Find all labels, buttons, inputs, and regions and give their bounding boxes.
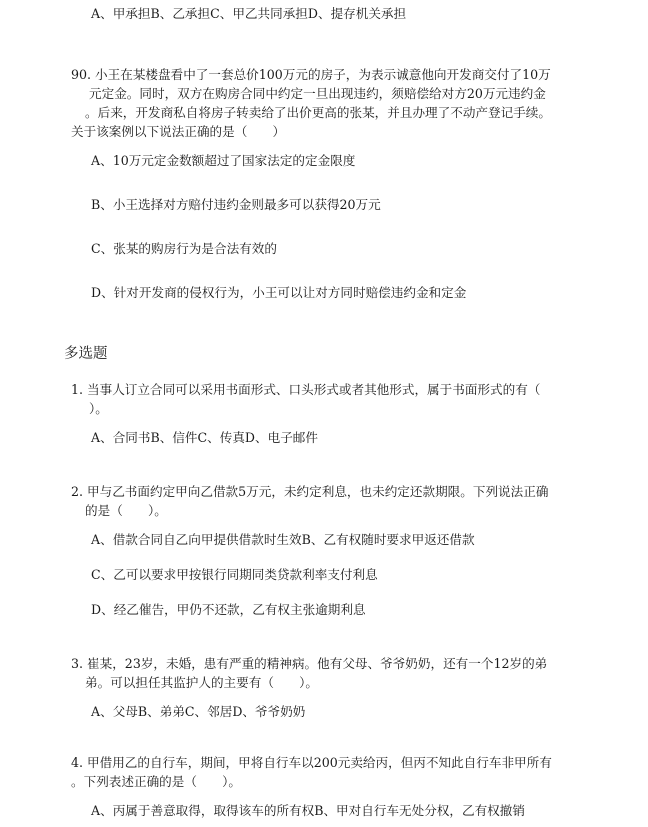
- question-90-stem-line-1: 90. 小王在某楼盘看中了一套总价100万元的房子，为表示诚意他向开发商交付了10万: [71, 67, 551, 82]
- question-90-option-a: A、10万元定金数额超过了国家法定的定金限度: [91, 153, 356, 168]
- question-90-option-d: D、针对开发商的侵权行为，小王可以让对方同时赔偿违约金和定金: [91, 285, 467, 300]
- multi-question-4-stem-line-1: 4. 甲借用乙的自行车，期间，甲将自行车以200元卖给丙，但丙不知此自行车非甲所有: [71, 755, 552, 770]
- multi-question-3-options: A、父母B、弟弟C、邻居D、爷爷奶奶: [91, 704, 306, 719]
- multi-question-1-stem-line-1: 1. 当事人订立合同可以采用书面形式、口头形式或者其他形式，属于书面形式的有（: [71, 382, 541, 397]
- multi-question-4-stem-line-2: 。下列表述正确的是（ ）。: [71, 774, 242, 789]
- multi-question-4-options: A、丙属于善意取得，取得该车的所有权B、甲对自行车无处分权，乙有权撤销: [91, 803, 525, 818]
- question-90-stem-line-3: 。后来，开发商私自将房子转卖给了出价更高的张某，并且办理了不动产登记手续。: [85, 105, 551, 120]
- multi-question-3-stem-line-1: 3. 崔某，23岁，未婚，患有严重的精神病。他有父母、爷爷奶奶，还有一个12岁的弟: [71, 656, 548, 671]
- question-90-option-b: B、小王选择对方赔付违约金则最多可以获得20万元: [91, 197, 381, 212]
- multi-question-1-options: A、合同书B、信件C、传真D、电子邮件: [91, 430, 318, 445]
- question-90-stem-line-2: 元定金。同时，双方在购房合同中约定一旦出现违约，须赔偿给对方20万元违约金: [89, 86, 546, 101]
- multi-question-2-option-d: D、经乙催告，甲仍不还款，乙有权主张逾期利息: [91, 602, 366, 617]
- q89-options: A、甲承担B、乙承担C、甲乙共同承担D、提存机关承担: [91, 6, 407, 21]
- multi-question-2-option-c: C、乙可以要求甲按银行同期同类贷款利率支付利息: [91, 567, 378, 582]
- multi-question-2-stem-line-1: 2. 甲与乙书面约定甲向乙借款5万元，未约定利息，也未约定还款期限。下列说法正确: [71, 484, 549, 499]
- multi-question-1-stem-line-2: ）。: [89, 401, 108, 416]
- section-title: 多选题: [64, 346, 108, 362]
- multi-question-2-stem-line-2: 的是（ ）。: [85, 503, 167, 518]
- question-90-option-c: C、张某的购房行为是合法有效的: [91, 241, 277, 256]
- multi-question-2-option-ab: A、借款合同自乙向甲提供借款时生效B、乙有权随时要求甲返还借款: [91, 532, 475, 547]
- question-90-stem-line-4: 关于该案例以下说法正确的是（ ）: [71, 124, 286, 139]
- multi-question-3-stem-line-2: 弟。可以担任其监护人的主要有（ ）。: [85, 675, 318, 690]
